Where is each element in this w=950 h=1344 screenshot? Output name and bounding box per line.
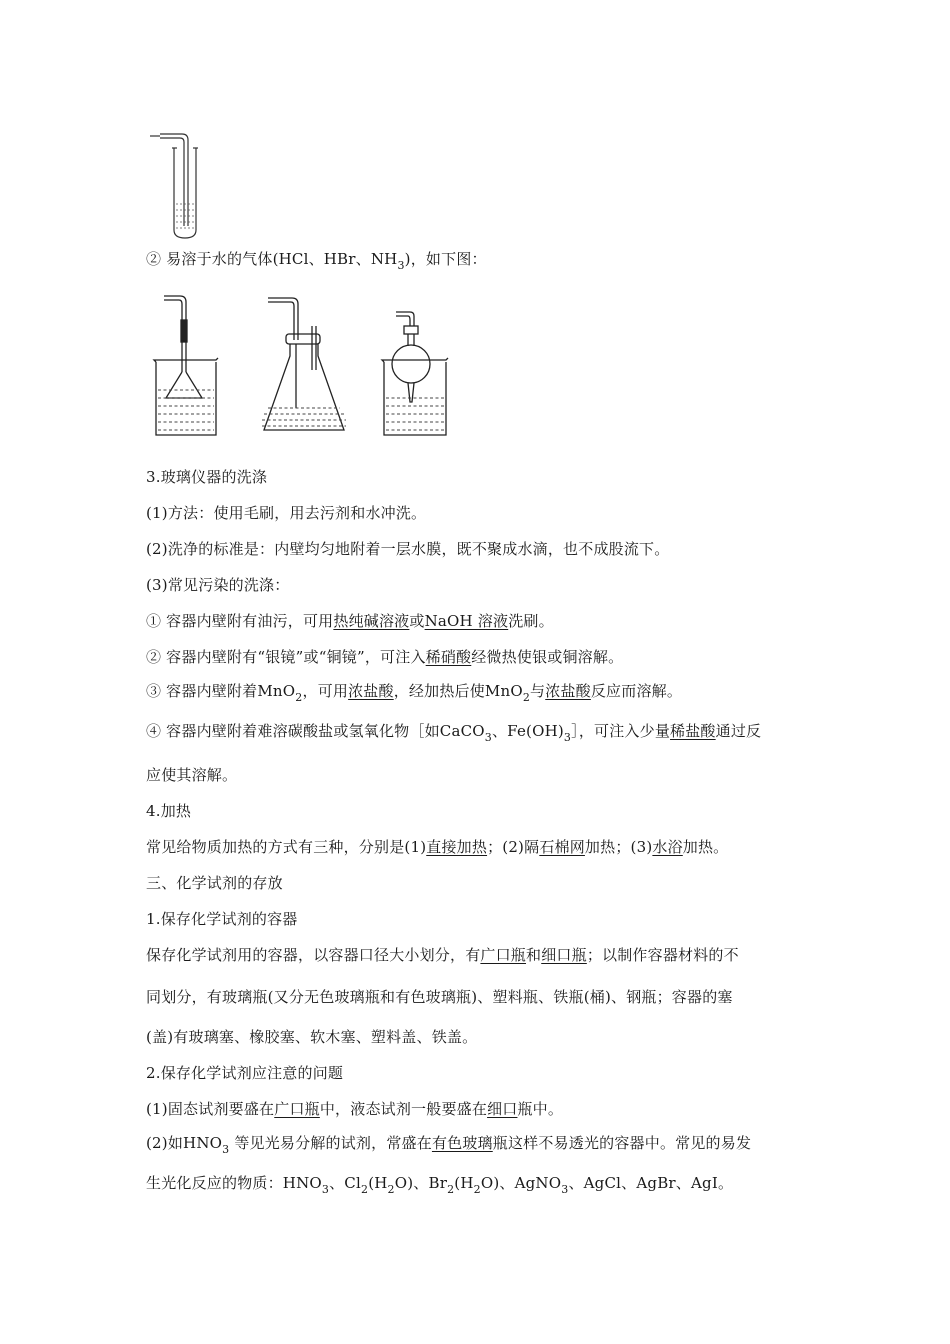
storage-note-2: (2)如$HNO_3$ 等见光易分解的试剂，常盛在有色玻璃瓶这样不易透光的容器中。常见的易发 bbox=[146, 1134, 752, 1156]
storage-subtitle-2: 2.保存化学试剂应注意的问题 bbox=[146, 1064, 344, 1082]
storage-para-3: (盖)有玻璃塞、橡胶塞、软木塞、塑料盖、铁盖。 bbox=[146, 1028, 478, 1046]
storage-subtitle-1: 1.保存化学试剂的容器 bbox=[146, 910, 298, 928]
storage-para-2: 同划分，有玻璃瓶(又分无色玻璃瓶和有色玻璃瓶)、塑料瓶、铁瓶(桶)、钢瓶；容器的塞 bbox=[146, 988, 733, 1006]
wash-item-1: ① 容器内壁附有油污，可用热纯碱溶液或NaOH 溶液洗刷。 bbox=[146, 612, 554, 630]
wash-common: (3)常见污染的洗涤： bbox=[146, 576, 290, 594]
heating-methods: 常见给物质加热的方式有三种，分别是(1)直接加热；(2)隔石棉网加热；(3)水浴加热。 bbox=[146, 838, 729, 856]
gas-item-2: ② 易溶于水的气体(HCl、HBr、$NH_3$)，如下图： bbox=[146, 250, 487, 272]
wash-method: (1)方法：使用毛刷，用去污剂和水冲洗。 bbox=[146, 504, 427, 522]
section-title-heating: 4.加热 bbox=[146, 802, 192, 820]
storage-note-1: (1)固态试剂要盛在广口瓶中，液态试剂一般要盛在细口瓶中。 bbox=[146, 1100, 564, 1118]
section-title-storage: 三、化学试剂的存放 bbox=[146, 874, 283, 892]
storage-para-1: 保存化学试剂用的容器，以容器口径大小划分，有广口瓶和细口瓶；以制作容器材料的不 bbox=[146, 946, 739, 964]
wash-item-3: ③ 容器内壁附着MnO$_2$，可用浓盐酸，经加热后使MnO$_2$与浓盐酸反应而溶解。 bbox=[146, 682, 683, 704]
section-title-glass-washing: 3.玻璃仪器的洗涤 bbox=[146, 468, 268, 486]
storage-note-3: 生光化反应的物质：$HNO_3$、$Cl_2(H_2O)$、$Br_2(H_2O)$、AgNO$_3$、AgCl、AgBr、AgI。 bbox=[146, 1174, 734, 1196]
wash-item-2: ② 容器内壁附有“银镜”或“铜镜”，可注入稀硝酸经微热使银或铜溶解。 bbox=[146, 648, 624, 666]
wash-standard: (2)洗净的标准是：内壁均匀地附着一层水膜，既不聚成水滴，也不成股流下。 bbox=[146, 540, 670, 558]
wash-item-4: ④ 容器内壁附着难溶碳酸盐或氢氧化物［如CaCO$_3$、$Fe(OH)_3]$，可注入少量稀盐酸通过反 bbox=[146, 722, 762, 744]
test-tube-figure bbox=[146, 126, 216, 241]
wash-item-4-cont: 应使其溶解。 bbox=[146, 766, 238, 784]
gas-absorption-figures bbox=[146, 290, 486, 442]
